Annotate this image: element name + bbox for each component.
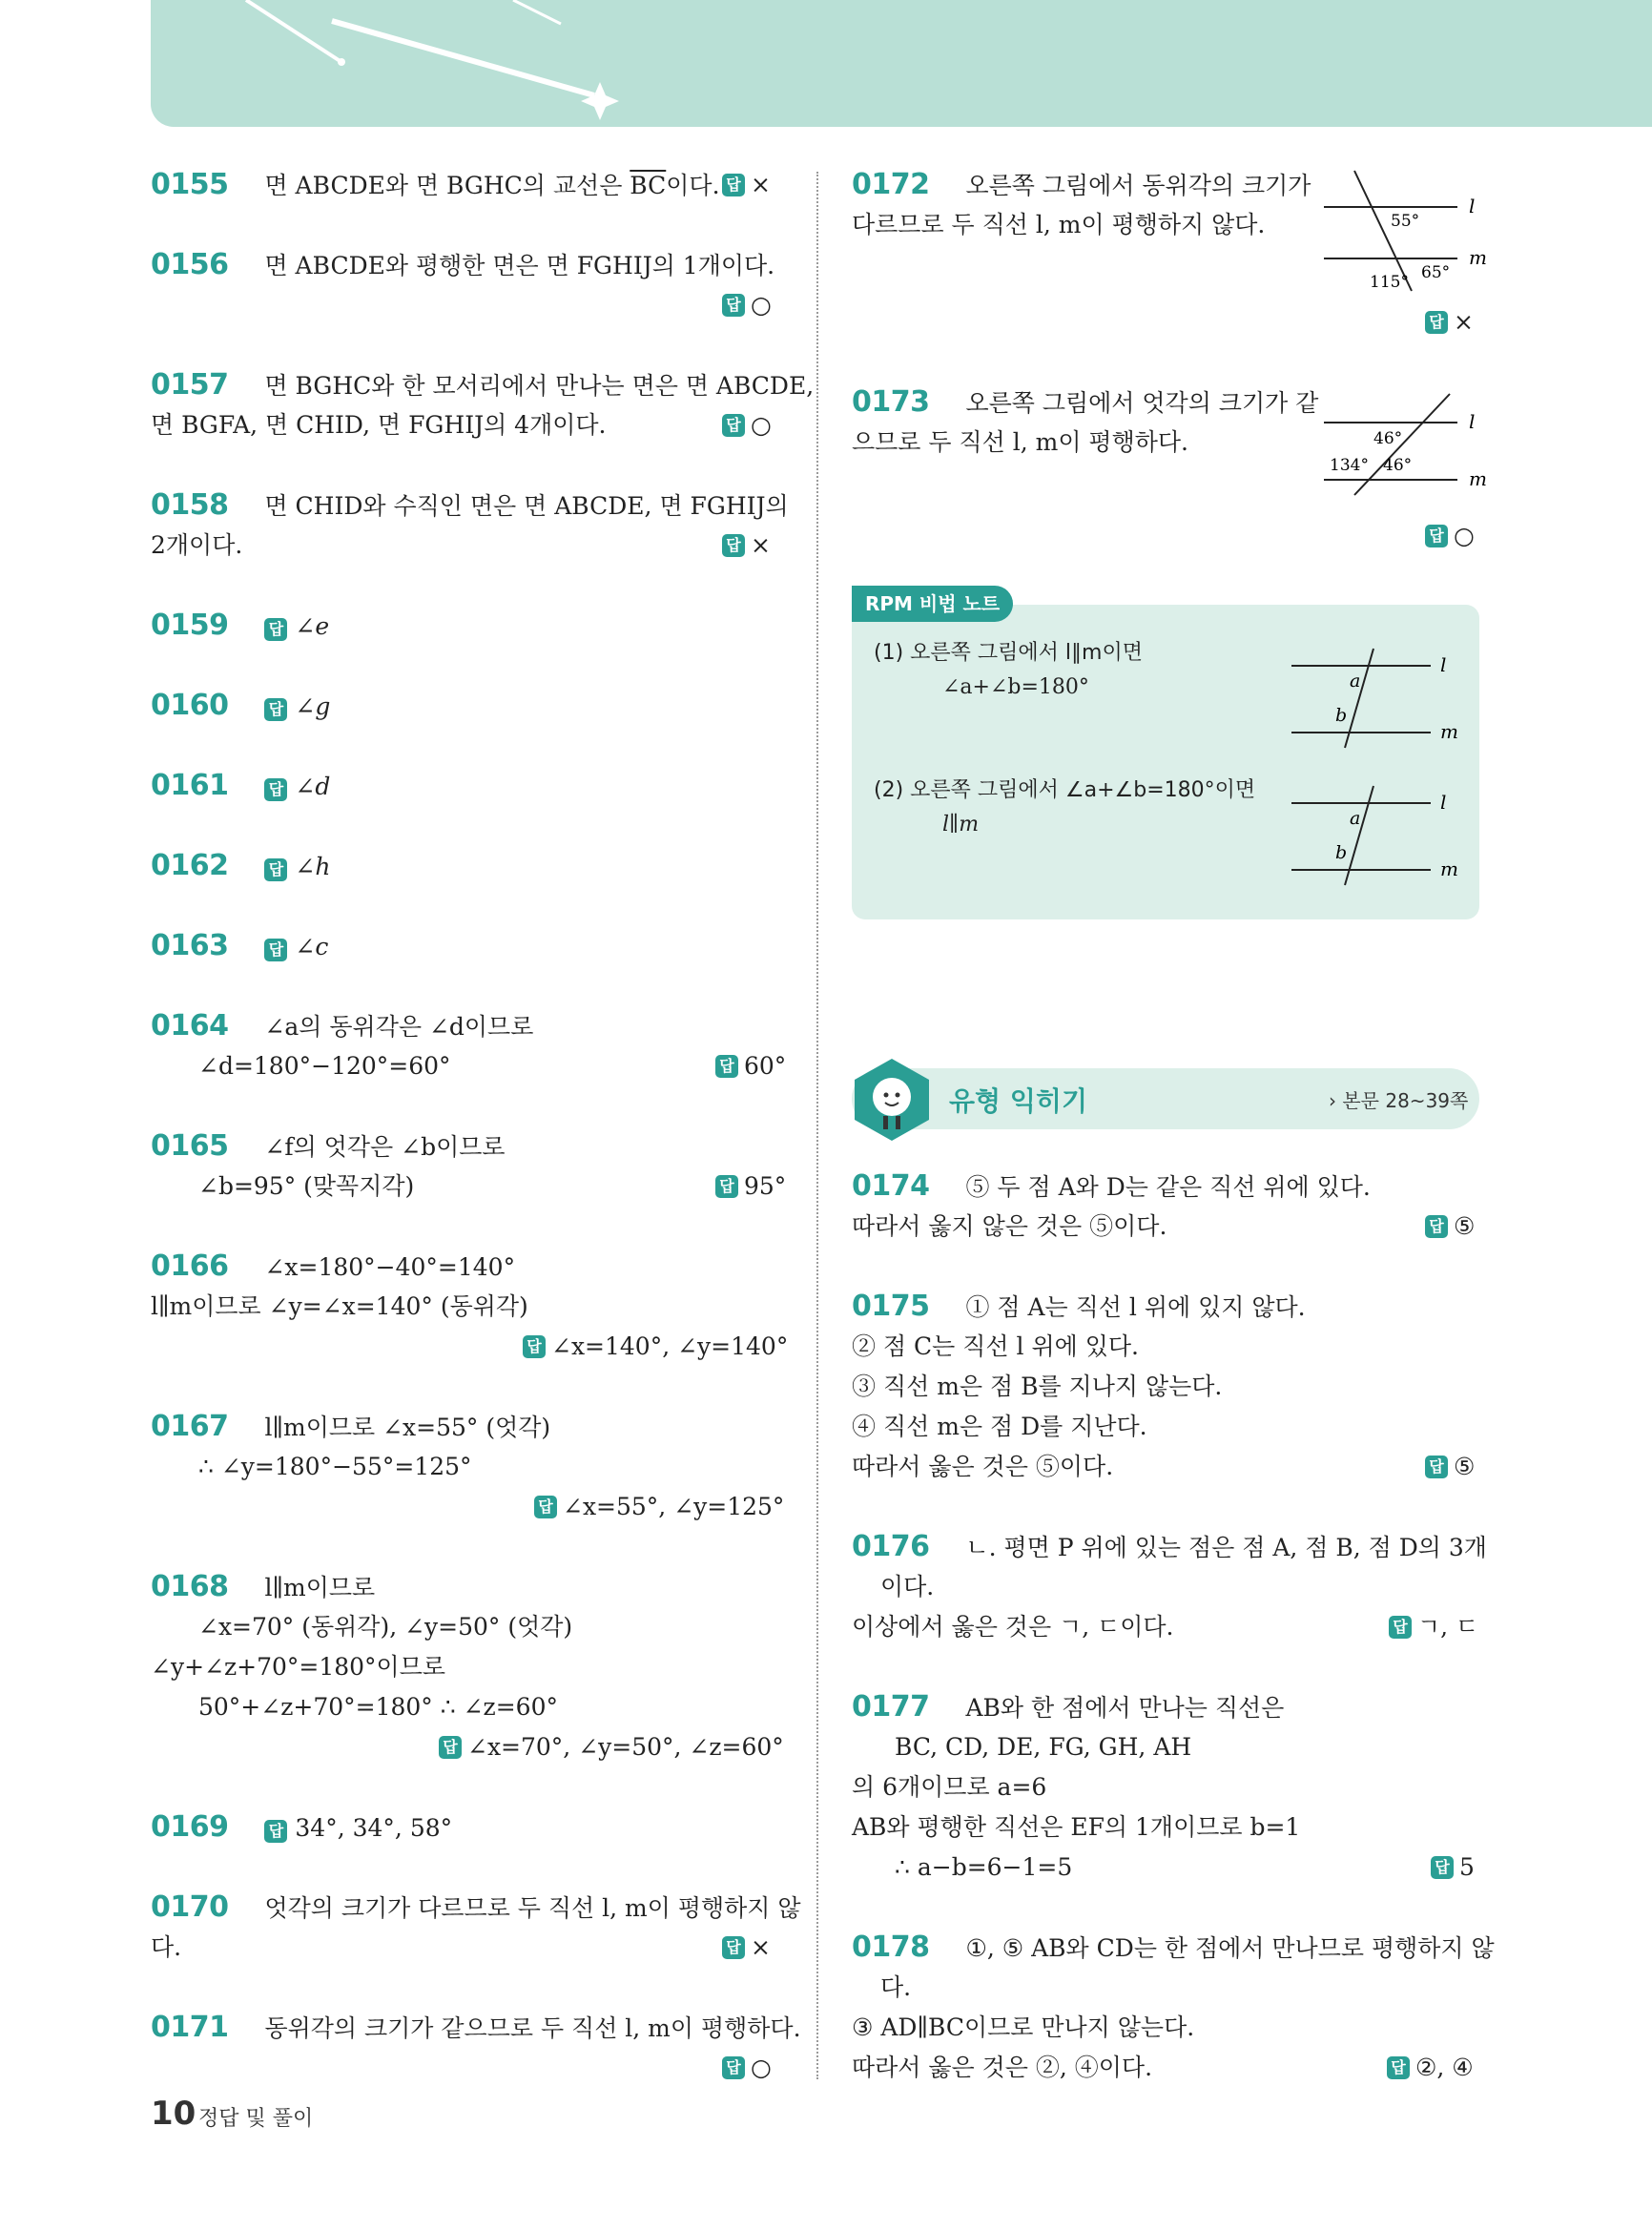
- problem-0162: 0162 답 ∠h: [151, 849, 331, 882]
- answer-0173: 답 ○: [1425, 521, 1475, 551]
- rpm-figure-2: [1288, 782, 1469, 887]
- rpm-item2-line2: l∥m: [942, 813, 980, 836]
- rpm-item1-line1: (1) 오른쪽 그림에서 l∥m이면: [874, 641, 1143, 665]
- problem-0167: 0167 l∥m이므로 ∠x=55° (엇각): [151, 1410, 551, 1443]
- footer-label: 정답 및 풀이: [198, 2107, 314, 2131]
- problem-0175-line5: 따라서 옳은 것은 ⑤이다.: [852, 1453, 1114, 1480]
- answer-0171: 답 ○: [722, 2053, 772, 2083]
- answer-0174: 답 ⑤: [1425, 1211, 1475, 1242]
- svg-text:134°: 134°: [1330, 456, 1369, 475]
- problem-0169: 0169 답 34°, 34°, 58°: [151, 1810, 453, 1844]
- answer-0177: 답 5: [1431, 1852, 1475, 1883]
- rpm-item2-line1: (2) 오른쪽 그림에서 ∠a+∠b=180°이면: [874, 778, 1256, 802]
- svg-text:46°: 46°: [1373, 429, 1403, 448]
- problem-0170: 0170 엇각의 크기가 다르므로 두 직선 l, m이 평행하지 않: [151, 1890, 801, 1924]
- svg-text:65°: 65°: [1421, 263, 1451, 282]
- problem-0175: 0175 ① 점 A는 직선 l 위에 있지 않다.: [852, 1290, 1306, 1323]
- svg-text:b: b: [1335, 842, 1348, 863]
- column-divider: [816, 172, 818, 2079]
- svg-text:46°: 46°: [1383, 456, 1413, 475]
- svg-text:55°: 55°: [1391, 212, 1420, 231]
- answer-0164: 답 60°: [715, 1051, 786, 1082]
- figure-0172: [1316, 167, 1488, 300]
- problem-0157: 0157 면 BGHC와 한 모서리에서 만나는 면은 면 ABCDE,: [151, 368, 815, 402]
- problem-0166-line2: l∥m이므로 ∠y=∠x=140° (동위각): [151, 1292, 528, 1320]
- svg-text:l: l: [1469, 195, 1476, 217]
- svg-text:m: m: [1469, 246, 1487, 269]
- problem-0172: 0172 오른쪽 그림에서 동위각의 크기가: [852, 168, 1311, 201]
- problem-0156: 0156 면 ABCDE와 평행한 면은 면 FGHIJ의 1개이다.: [151, 248, 775, 281]
- problem-0175-line2: ② 점 C는 직선 l 위에 있다.: [852, 1332, 1139, 1360]
- answer-0158: 답 ×: [722, 530, 771, 561]
- problem-0155: 0155 면 ABCDE와 면 BGHC의 교선은 $\overline{BC}$이다.: [151, 168, 720, 201]
- answer-0166: 답 ∠x=140°, ∠y=140°: [523, 1332, 788, 1362]
- answer-0178: 답 ②, ④: [1387, 2053, 1474, 2083]
- problem-0176-line2: 이다.: [880, 1573, 935, 1600]
- problem-0171: 0171 동위각의 크기가 같으므로 두 직선 l, m이 평행하다.: [151, 2011, 801, 2044]
- problem-0178-line2: 다.: [880, 1973, 912, 2001]
- section-title: 유형 익히기: [949, 1085, 1087, 1117]
- problem-0168-line4: 50°+∠z+70°=180° ∴ ∠z=60°: [198, 1693, 558, 1721]
- svg-text:m: m: [1440, 720, 1458, 743]
- problem-0164-line2: ∠d=180°−120°=60°: [198, 1052, 451, 1080]
- problem-0160: 0160 답 ∠g: [151, 689, 331, 722]
- answer-0165: 답 95°: [715, 1171, 786, 1202]
- problem-0165: 0165 ∠f의 엇각은 ∠b이므로: [151, 1129, 506, 1163]
- problem-0170-line2: 다.: [151, 1933, 182, 1961]
- problem-0176-line3: 이상에서 옳은 것은 ㄱ, ㄷ이다.: [852, 1613, 1174, 1641]
- problem-0177: 0177 AB와 한 점에서 만나는 직선은: [852, 1690, 1285, 1724]
- problem-0173: 0173 오른쪽 그림에서 엇각의 크기가 같: [852, 385, 1319, 419]
- answer-0175: 답 ⑤: [1425, 1452, 1475, 1482]
- problem-0173-line2: 으므로 두 직선 l, m이 평행하다.: [852, 428, 1188, 456]
- svg-text:b: b: [1335, 705, 1348, 726]
- problem-0176: 0176 ㄴ. 평면 P 위에 있는 점은 점 A, 점 B, 점 D의 3개: [852, 1530, 1487, 1563]
- svg-text:m: m: [1469, 467, 1487, 490]
- problem-0167-line2: ∴ ∠y=180°−55°=125°: [198, 1453, 472, 1480]
- answer-0172: 답 ×: [1425, 307, 1474, 338]
- problem-0174: 0174 ⑤ 두 점 A와 D는 같은 직선 위에 있다.: [852, 1169, 1371, 1203]
- problem-0178: 0178 ①, ⑤ AB와 CD는 한 점에서 만나므로 평행하지 않: [852, 1931, 1495, 1964]
- svg-text:l: l: [1440, 791, 1447, 814]
- problem-0158-line2: 2개이다.: [151, 531, 243, 559]
- problem-0168: 0168 l∥m이므로: [151, 1570, 376, 1603]
- problem-0166: 0166 ∠x=180°−40°=140°: [151, 1249, 516, 1283]
- problem-0157-line2: 면 BGFA, 면 CHID, 면 FGHIJ의 4개이다.: [151, 411, 607, 439]
- section-page-ref: › 본문 28~39쪽: [1329, 1089, 1469, 1112]
- problem-0178-line3: ③ AD∥BC이므로 만나지 않는다.: [852, 2013, 1195, 2041]
- answer-0155: 답 ×: [722, 170, 771, 200]
- problem-0177-line3: 의 6개이므로 a=6: [852, 1773, 1047, 1801]
- rpm-item1-line2: ∠a+∠b=180°: [942, 675, 1089, 699]
- svg-text:a: a: [1350, 808, 1361, 829]
- svg-text:115°: 115°: [1370, 273, 1409, 292]
- shooting-star-decoration: [151, 0, 1652, 127]
- rpm-note-tag: RPM 비법 노트: [852, 586, 1013, 622]
- problem-0168-line2: ∠x=70° (동위각), ∠y=50° (엇각): [198, 1613, 573, 1641]
- problem-0159: 0159 답 ∠e: [151, 609, 330, 642]
- answer-0168: 답 ∠x=70°, ∠y=50°, ∠z=60°: [439, 1732, 784, 1763]
- answer-0157: 답 ○: [722, 410, 772, 441]
- answer-0176: 답 ㄱ, ㄷ: [1389, 1612, 1478, 1642]
- figure-0173: [1316, 386, 1488, 501]
- answer-0167: 답 ∠x=55°, ∠y=125°: [534, 1492, 784, 1522]
- answer-0156: 답 ○: [722, 290, 772, 320]
- header-banner: [151, 0, 1652, 127]
- problem-0177-line2: BC, CD, DE, FG, GH, AH: [895, 1733, 1192, 1761]
- svg-text:a: a: [1350, 671, 1361, 692]
- svg-text:l: l: [1469, 410, 1476, 433]
- problem-0165-line2: ∠b=95° (맞꼭지각): [198, 1172, 415, 1200]
- problem-0175-line4: ④ 직선 m은 점 D를 지난다.: [852, 1413, 1147, 1440]
- problem-0161: 0161 답 ∠d: [151, 769, 331, 802]
- problem-0175-line3: ③ 직선 m은 점 B를 지나지 않는다.: [852, 1373, 1223, 1400]
- svg-text:m: m: [1440, 857, 1458, 880]
- page-number: 10: [151, 2095, 196, 2133]
- problem-0163: 0163 답 ∠c: [151, 929, 329, 962]
- answer-0170: 답 ×: [722, 1932, 771, 1963]
- problem-0178-line4: 따라서 옳은 것은 ②, ④이다.: [852, 2054, 1153, 2081]
- problem-0164: 0164 ∠a의 동위각은 ∠d이므로: [151, 1009, 534, 1043]
- rpm-figure-1: [1288, 645, 1469, 750]
- mascot-icon: [849, 1057, 935, 1143]
- problem-0172-line2: 다르므로 두 직선 l, m이 평행하지 않다.: [852, 211, 1266, 238]
- problem-0158: 0158 면 CHID와 수직인 면은 면 ABCDE, 면 FGHIJ의: [151, 488, 789, 522]
- problem-0177-line4: AB와 평행한 직선은 EF의 1개이므로 b=1: [852, 1813, 1301, 1841]
- problem-0174-line2: 따라서 옳지 않은 것은 ⑤이다.: [852, 1212, 1167, 1240]
- problem-0177-line5: ∴ a−b=6−1=5: [895, 1853, 1073, 1881]
- problem-0168-line3: ∠y+∠z+70°=180°이므로: [151, 1653, 446, 1681]
- svg-text:l: l: [1440, 653, 1447, 676]
